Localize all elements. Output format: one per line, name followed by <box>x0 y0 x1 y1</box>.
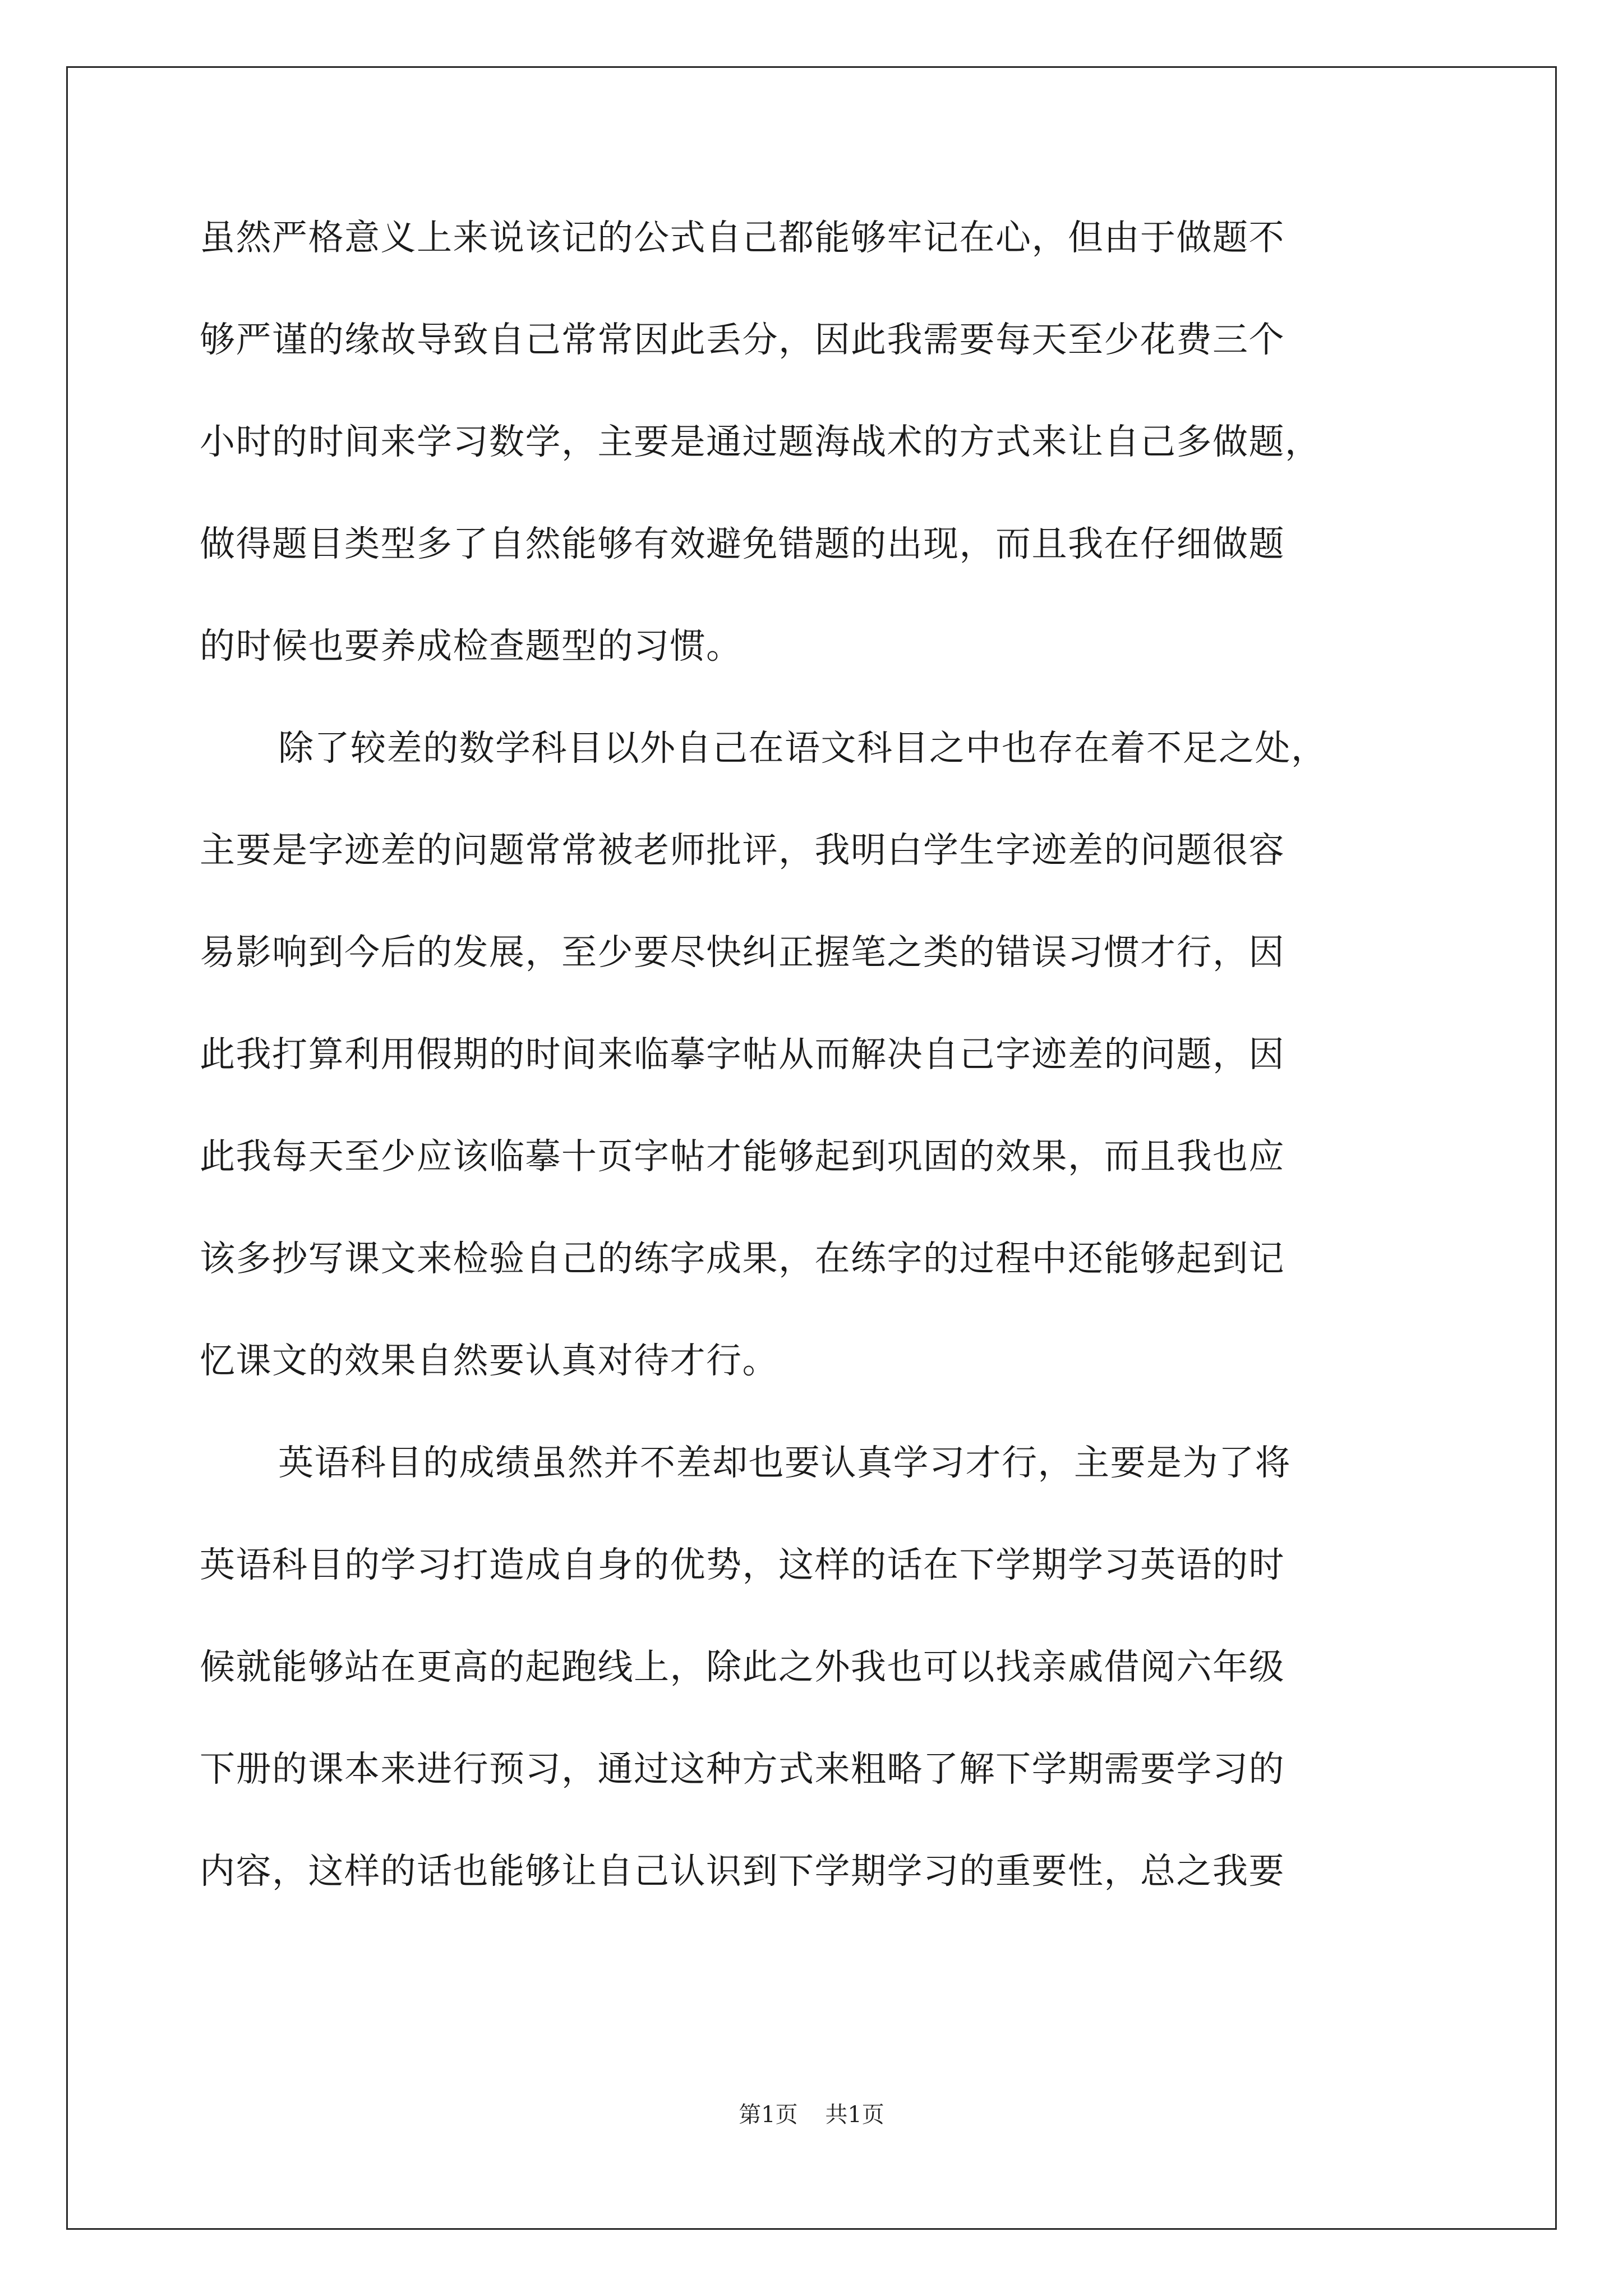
text-line: 虽然严格意义上来说该记的公式自己都能够牢记在心，但由于做题不 <box>200 217 1285 258</box>
text-line: 内容，这样的话也能够让自己认识到下学期学习的重要性，总之我要 <box>200 1851 1285 1892</box>
page-footer <box>0 2097 1623 2129</box>
paragraph-start-line: 英语科目的成绩虽然并不差却也要认真学习才行，主要是为了将 <box>278 1442 1291 1483</box>
document-body <box>200 218 1433 1953</box>
page-number: 第1页 <box>739 2102 798 2128</box>
text-line: 此我每天至少应该临摹十页字帖才能够起到巩固的效果，而且我也应 <box>200 1136 1285 1177</box>
text-line: 做得题目类型多了自然能够有效避免错题的出现，而且我在仔细做题 <box>200 523 1285 564</box>
text-line: 主要是字迹差的问题常常被老师批评，我明白学生字迹差的问题很容 <box>200 830 1285 871</box>
text-line: 候就能够站在更高的起跑线上，除此之外我也可以找亲戚借阅六年级 <box>200 1646 1285 1687</box>
paragraph-start-line: 除了较差的数学科目以外自己在语文科目之中也存在着不足之处， <box>278 728 1327 769</box>
text-line: 下册的课本来进行预习，通过这种方式来粗略了解下学期需要学习的 <box>200 1749 1285 1789</box>
text-line: 英语科目的学习打造成自身的优势，这样的话在下学期学习英语的时 <box>200 1544 1285 1585</box>
text-line: 易影响到今后的发展，至少要尽快纠正握笔之类的错误习惯才行，因 <box>200 932 1285 973</box>
text-line: 此我打算利用假期的时间来临摹字帖从而解决自己字迹差的问题，因 <box>200 1034 1285 1075</box>
page-total: 共1页 <box>825 2102 884 2128</box>
text-line: 的时候也要养成检查题型的习惯。 <box>200 625 743 666</box>
text-line: 够严谨的缘故导致自己常常因此丢分，因此我需要每天至少花费三个 <box>200 319 1285 360</box>
text-line: 该多抄写课文来检验自己的练字成果，在练字的过程中还能够起到记 <box>200 1238 1285 1279</box>
text-line: 忆课文的效果自然要认真对待才行。 <box>200 1340 778 1381</box>
text-line: 小时的时间来学习数学，主要是通过题海战术的方式来让自己多做题， <box>200 421 1321 462</box>
